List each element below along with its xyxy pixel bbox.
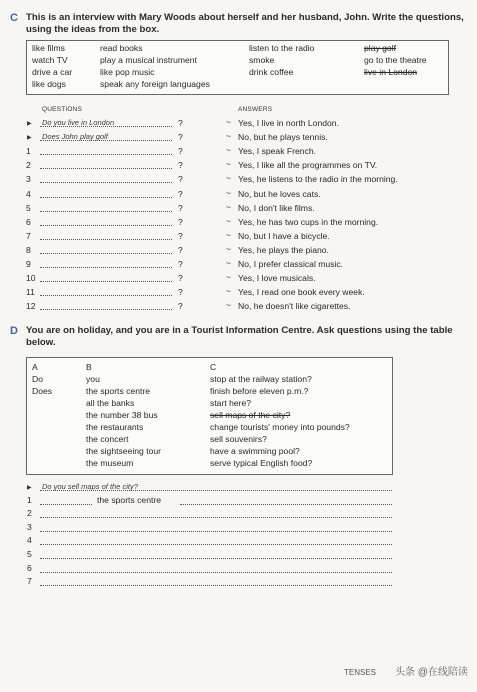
answers-header: ANSWERS [238, 106, 273, 113]
answer-number: 7 [27, 576, 32, 587]
question-mark: ? [178, 188, 183, 199]
ideas-box [26, 40, 449, 95]
question-number: 7 [26, 230, 31, 241]
question-blank[interactable] [40, 267, 172, 268]
question-row [0, 259, 477, 271]
example-arrow-icon: ▶ [27, 135, 32, 142]
idea-item-struck: play golf [364, 43, 397, 53]
question-blank[interactable] [40, 154, 172, 155]
col-a-item: Do [32, 374, 43, 384]
question-blank[interactable] [40, 182, 172, 183]
question-mark: ? [178, 287, 183, 298]
answer-text: Yes, I live in north London. [238, 118, 339, 128]
col-b-item: the museum [86, 458, 134, 468]
section-d-letter: D [10, 325, 18, 337]
answer-text: No, but he plays tennis. [238, 132, 328, 143]
idea-item: drive a car [32, 67, 73, 77]
question-row [0, 301, 477, 313]
question-row [0, 146, 477, 158]
answer-blank[interactable] [40, 558, 392, 559]
question-number: 4 [26, 188, 31, 199]
idea-item: listen to the radio [249, 43, 315, 53]
idea-item: read books [100, 43, 143, 53]
question-blank[interactable] [40, 211, 172, 212]
answer-text: Yes, I speak French. [238, 146, 317, 157]
answer-tilde: ~ [226, 159, 232, 170]
answer-text: No, I don't like films. [238, 202, 315, 213]
question-blank[interactable] [40, 225, 172, 226]
col-c-header: C [210, 362, 217, 372]
question-mark: ? [178, 202, 183, 213]
question-blank[interactable] [40, 281, 172, 282]
col-c-item: change tourists' money into pounds? [210, 422, 350, 432]
idea-item: smoke [249, 55, 275, 65]
col-a-item: Does [32, 386, 53, 396]
section-d-instruction: You are on holiday, and you are in a Tourist Information Centre. Ask questions using the table below. [26, 325, 453, 348]
col-a-header: A [32, 362, 38, 372]
answer-blank[interactable] [40, 585, 392, 586]
idea-item: drink coffee [249, 67, 294, 77]
answer-line-row [0, 508, 477, 521]
answer-text: No, he doesn't like cigarettes. [238, 301, 351, 312]
answer-tilde: ~ [226, 286, 232, 297]
answer-line-row [0, 535, 477, 548]
question-row [0, 132, 477, 144]
watermark [395, 663, 468, 678]
col-c-item: serve typical English food? [210, 458, 313, 468]
answer-line [40, 490, 392, 491]
answer-text: Yes, I read one book every week. [238, 287, 365, 298]
example-question: Do you live in London [42, 118, 115, 127]
answer-tilde: ~ [226, 243, 232, 254]
answer-text: No, but he loves cats. [238, 188, 321, 199]
question-mark: ? [178, 118, 183, 128]
question-row [0, 203, 477, 215]
col-b-item: the concert [86, 434, 129, 444]
question-number: 6 [26, 216, 31, 227]
answer-tilde: ~ [226, 300, 232, 311]
col-b-item: you [86, 374, 100, 384]
answer-line-row [0, 576, 477, 589]
idea-item: like dogs [32, 79, 66, 89]
question-mark: ? [178, 146, 183, 157]
col-b-item: the number 38 bus [86, 410, 158, 420]
answer-tilde: ~ [226, 187, 232, 198]
question-blank[interactable] [40, 197, 172, 198]
idea-item: like films [32, 43, 65, 53]
question-row [0, 231, 477, 243]
question-number: 9 [26, 259, 31, 269]
question-row [0, 287, 477, 299]
question-row [0, 273, 477, 285]
col-b-item: the sightseeing tour [86, 446, 162, 456]
answer-number: 3 [27, 521, 32, 532]
answer-number: 5 [27, 549, 32, 559]
page-footer-label: TENSES [344, 668, 377, 677]
question-number: 2 [26, 160, 31, 171]
answer-blank[interactable] [40, 531, 392, 532]
example-question: Do you sell maps of the city? [42, 482, 138, 491]
answer-line-row [0, 549, 477, 562]
answer-tilde: ~ [226, 229, 232, 240]
question-number: 1 [26, 146, 31, 157]
question-mark: ? [178, 216, 183, 227]
answer-tilde: ~ [226, 258, 232, 268]
question-mark: ? [178, 132, 183, 143]
question-row [0, 174, 477, 186]
answer-blank[interactable] [40, 572, 392, 573]
section-c-instruction: This is an interview with Mary Woods about herself and her husband, John. Write the questions, using the ideas from the box. [26, 12, 464, 35]
answer-blank[interactable] [180, 504, 392, 505]
answer-text: Yes, he listens to the radio in the morning. [238, 174, 398, 185]
question-number: 10 [26, 273, 36, 284]
col-b-header: B [86, 362, 92, 372]
question-blank[interactable] [40, 168, 172, 169]
question-blank[interactable] [40, 239, 172, 240]
idea-item: speak any foreign languages [100, 79, 210, 89]
answer-line-row [0, 522, 477, 535]
example-arrow-icon: ▶ [27, 121, 32, 127]
answer-text: Yes, I like all the programmes on TV. [238, 160, 378, 171]
question-number: 8 [26, 244, 31, 255]
col-c-item: finish before eleven p.m.? [210, 386, 309, 396]
answer-tilde: ~ [226, 131, 232, 142]
question-number: 11 [26, 287, 35, 298]
answer-tilde: ~ [226, 215, 232, 226]
question-table [26, 357, 393, 475]
answer-number: 1 [27, 494, 32, 505]
question-blank[interactable] [40, 309, 172, 310]
col-b-item: the sports centre [86, 386, 151, 396]
question-row [0, 245, 477, 257]
answer-text: Yes, he has two cups in the morning. [238, 216, 379, 227]
question-mark: ? [178, 259, 183, 269]
col-b-item: the restaurants [86, 422, 144, 432]
answer-tilde: ~ [226, 272, 232, 283]
col-c-item: stop at the railway station? [210, 374, 312, 384]
answer-text: Yes, I love musicals. [238, 273, 316, 284]
question-row [0, 217, 477, 229]
answer-text: No, I prefer classical music. [238, 259, 344, 269]
col-b-item: all the banks [86, 398, 135, 408]
question-mark: ? [178, 230, 183, 241]
answer-text: No, but I have a bicycle. [238, 230, 330, 241]
answer-tilde: ~ [226, 145, 232, 156]
answer-line-row [0, 481, 477, 494]
idea-item: like pop music [100, 67, 155, 77]
answer-blank[interactable] [40, 544, 392, 545]
question-number: 3 [26, 174, 31, 185]
col-c-item: start here? [210, 398, 252, 408]
question-number: 5 [26, 202, 31, 213]
answer-line-row [0, 495, 477, 508]
answer-number: 2 [27, 508, 32, 519]
answer-number: 6 [27, 562, 32, 573]
col-c-item: sell souvenirs? [210, 434, 267, 444]
question-row [0, 160, 477, 172]
question-blank[interactable] [40, 295, 172, 296]
answer-blank[interactable] [40, 517, 392, 518]
idea-item: play a musical instrument [100, 55, 197, 65]
answer-tilde: ~ [226, 117, 232, 127]
question-row [0, 118, 477, 130]
col-c-item: have a swimming pool? [210, 446, 300, 456]
example-arrow-icon: ▶ [27, 485, 32, 491]
watermark-text: 头条 @在线陪读 [395, 667, 468, 678]
answer-blank[interactable] [40, 504, 92, 505]
idea-item-struck: live in London [364, 67, 418, 77]
question-mark: ? [178, 160, 183, 171]
question-mark: ? [178, 244, 183, 255]
answer-tilde: ~ [226, 173, 232, 184]
answer-text: Yes, he plays the piano. [238, 244, 329, 255]
answer-line-row [0, 563, 477, 576]
question-mark: ? [178, 273, 183, 284]
answer-number: 4 [27, 535, 32, 546]
question-blank[interactable] [40, 253, 172, 254]
idea-item: watch TV [32, 55, 68, 65]
section-c-letter: C [10, 12, 18, 24]
example-question: Does John play golf [42, 132, 108, 142]
questions-header: QUESTIONS [42, 106, 83, 113]
question-mark: ? [178, 301, 183, 312]
question-number: 12 [26, 301, 36, 312]
idea-item: go to the theatre [364, 55, 427, 65]
question-row [0, 189, 477, 201]
col-c-item-struck: sell maps of the city? [210, 410, 291, 420]
answer-tilde: ~ [226, 201, 232, 212]
answer-subject: the sports centre [97, 494, 162, 505]
question-mark: ? [178, 174, 183, 185]
